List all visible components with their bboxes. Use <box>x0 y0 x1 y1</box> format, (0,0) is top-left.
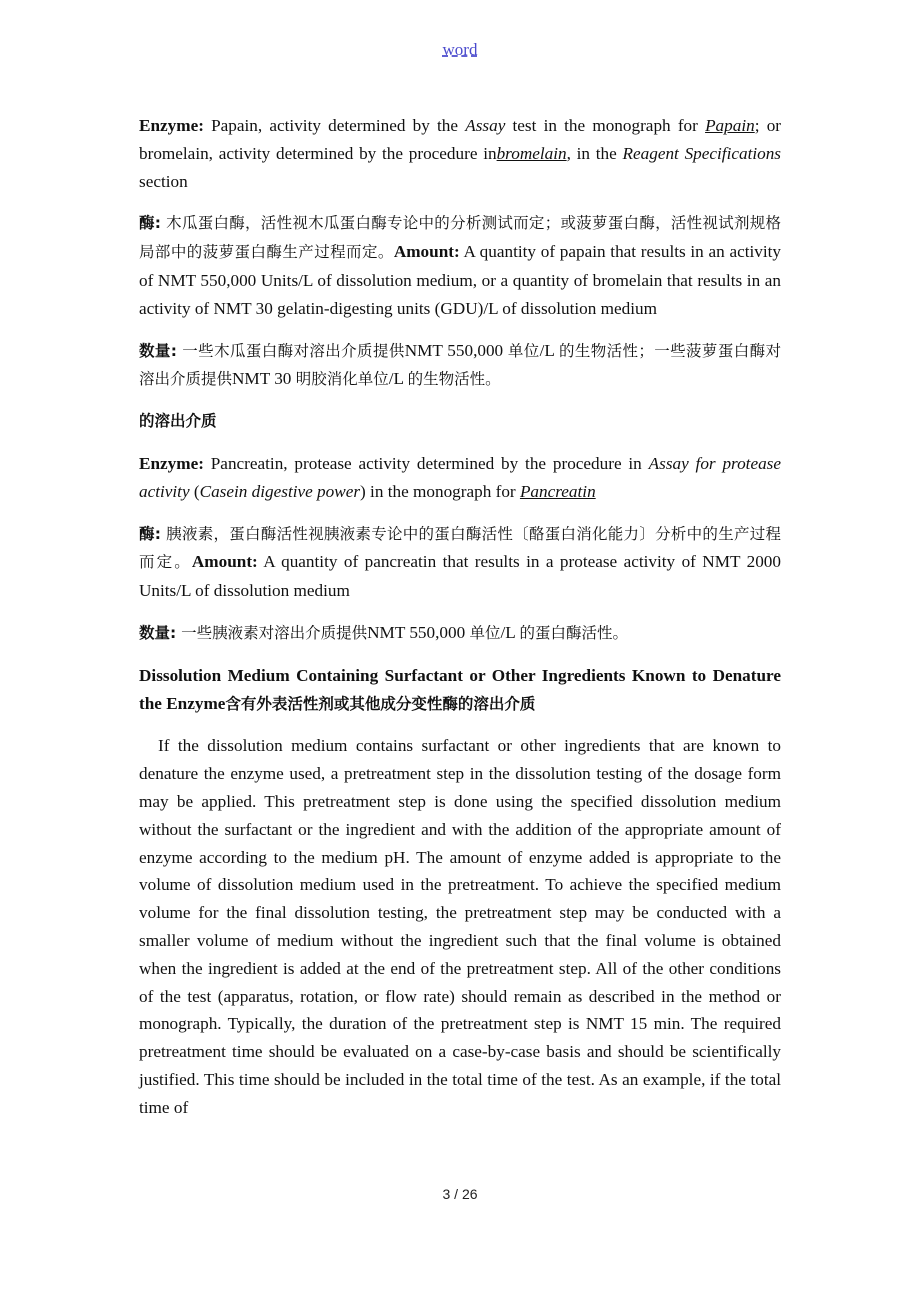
paragraph-enzyme-pancreatin <box>139 450 781 506</box>
chinese-text: 单位 <box>469 623 501 642</box>
chinese-text: 一些胰液素对溶出介质提供 <box>176 623 368 642</box>
text-run: /L <box>388 369 408 389</box>
section-heading <box>139 662 781 719</box>
text-run: ( <box>189 481 200 501</box>
header-word-link[interactable]: word <box>442 40 478 59</box>
text-run: ) in the monograph for <box>360 481 520 501</box>
text-run: NMT 30 <box>232 369 296 389</box>
casein-term: Casein digestive power <box>199 481 361 501</box>
paragraph-enzyme-pancreatin-cn <box>139 520 781 605</box>
assay-protease-term: Assay for protease activity <box>139 453 781 501</box>
text-run: NMT 550,000 <box>404 340 508 360</box>
text-run: /L <box>539 340 559 360</box>
amount-label-cn: 数量: <box>139 623 177 642</box>
text-run: ; or bromelain, activity determined by the procedure in <box>139 116 782 163</box>
body-paragraph: If the dissolution medium contains surfactant or other ingredients that are known to denature the enzyme used, a pretreatment step in the dissolution testing of the dosage form may be applied. This pretreatment step is done using the specified dissolution medium without the surfactant or the ingredient and with the addition of the appropriate amount of enzyme according to the medium pH. The amount of enzyme added is appropriate to the volume of dissolution medium used in the pretreatment. To achieve the specified medium volume for the final dissolution testing, the pretreatment step may be conducted with a smaller volume of medium without the ingredient such that the final volume is obtained when the ingredient is added at the end of the pretreatment step. All of the other conditions of the test (apparatus, rotation, or flow rate) should remain as described in the method or monograph. Typically, the duration of the pretreatment step is NMT 15 min. The required pretreatment time should be evaluated on a case-by-case basis and should be scientifically justified. This time should be included in the total time of the test. As an example, if the total time of <box>139 736 781 1117</box>
text-run: , in the <box>566 143 623 163</box>
page-number: 3 / 26 <box>442 1186 478 1202</box>
amount-label: Amount: <box>393 242 460 262</box>
amount-text: A quantity of papain that results in an activity of NMT 550,000 Units/L of dissolution medium, or a quantity of bromelain that results in an activity of NMT 30 gelatin-digesting units (GDU)/L of dissolution medium <box>139 242 781 318</box>
bromelain-link[interactable]: bromelain <box>496 143 567 163</box>
chinese-text: 胰液素，蛋白酶活性视胰液素专论中的蛋白酶活性〔酪蛋白消化能力〕分析中的生产过程而定。 <box>139 524 782 572</box>
amount-label-cn: 数量: <box>139 341 177 360</box>
chinese-text: 的生物活性；一些菠萝蛋白酶对溶出介质提供 <box>139 341 781 389</box>
chinese-text: 的生物活性。 <box>407 370 501 389</box>
amount-text: A quantity of pancreatin that results in a protease activity of NMT 2000 Units/L of dissolution medium <box>139 552 781 601</box>
paragraph-enzyme-papain <box>139 112 781 195</box>
text-run: /L <box>500 622 520 642</box>
assay-term: Assay <box>465 116 506 135</box>
papain-link[interactable]: Papain <box>705 116 755 135</box>
amount-label: Amount: <box>191 552 258 572</box>
text-run: section <box>139 171 188 191</box>
text-run: NMT 550,000 <box>367 622 470 642</box>
chinese-text: 单位 <box>507 341 540 360</box>
text-run: test in the monograph for <box>505 116 706 135</box>
enzyme-label: Enzyme: <box>139 453 204 473</box>
paragraph-enzyme-papain-cn <box>139 209 781 322</box>
reagent-specifications-term: Reagent Specifications <box>622 143 781 163</box>
page-header <box>0 40 920 60</box>
document-body <box>139 112 781 1136</box>
section-heading-cn: 含有外表活性剂或其他成分变性酶的溶出介质 <box>225 694 536 713</box>
subheading-dissolution-medium-cn: 的溶出介质 <box>139 412 217 431</box>
chinese-text: 木瓜蛋白酶，活性视木瓜蛋白酶专论中的分析测试而定；或菠萝蛋白酶，活性视试剂规格局部中的菠萝蛋白酶生产过程而定。 <box>139 214 782 262</box>
chinese-text: 一些木瓜蛋白酶对溶出介质提供 <box>176 341 405 360</box>
paragraph-amount-papain-cn <box>139 337 781 395</box>
enzyme-label-cn: 酶: <box>139 524 161 543</box>
enzyme-label: Enzyme: <box>139 116 204 135</box>
enzyme-label-cn: 酶: <box>139 214 161 233</box>
pancreatin-link[interactable]: Pancreatin <box>519 481 596 501</box>
paragraph-amount-pancreatin-cn <box>139 619 781 648</box>
chinese-text: 明胶消化单位 <box>295 370 389 389</box>
section-heading-en: Dissolution Medium Containing Surfactant or Other Ingredients Known to Denature the Enzyme <box>139 665 781 713</box>
chinese-text: 的蛋白酶活性。 <box>519 623 628 642</box>
text-run: Pancreatin, protease activity determined by the procedure in <box>203 453 649 473</box>
text-run: Papain, activity determined by the <box>203 116 466 135</box>
